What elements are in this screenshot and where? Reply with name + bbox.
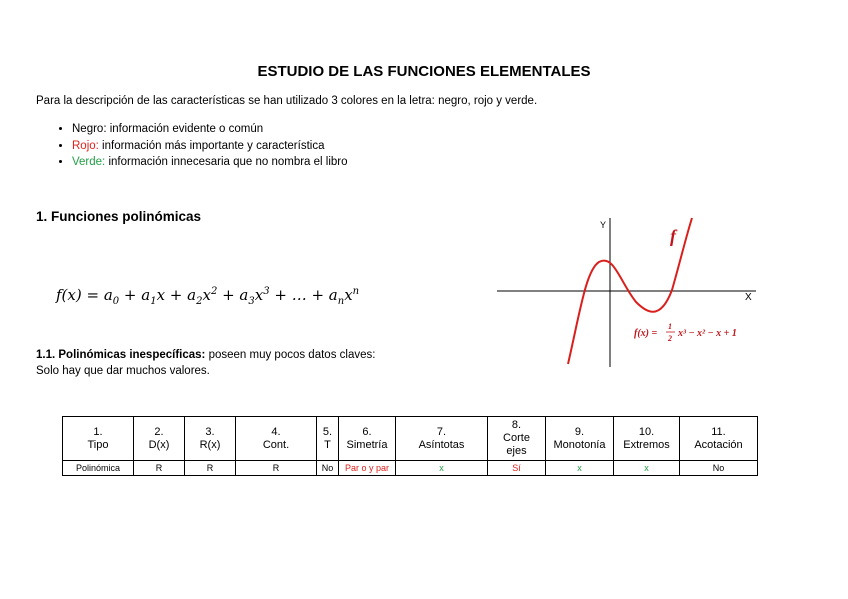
legend-item-green xyxy=(72,154,348,171)
function-equation xyxy=(634,322,737,343)
legend-key-red: Rojo: xyxy=(72,139,99,152)
polynomial-formula: $f(x) = a_0 + a_1x + a_2x^2 + a_3x^3$ + … + $a_nx^n$ xyxy=(56,286,360,307)
column-header-line: Extremos xyxy=(623,438,670,451)
subsection-heading: 1.1. Polinómicas inespecíficas: xyxy=(36,349,206,361)
table-cell: R xyxy=(236,461,317,476)
column-header xyxy=(317,417,339,461)
subsection-text xyxy=(36,347,375,379)
column-header-line: Tipo xyxy=(87,438,109,451)
subsection-text-2: Solo hay que dar muchos valores. xyxy=(36,365,210,377)
equation-fraction-num: 1 xyxy=(668,322,672,331)
cubic-function-graph xyxy=(494,212,764,372)
column-header-line: Corte xyxy=(503,432,530,444)
legend-item-red xyxy=(72,138,348,155)
table-cell: Polinómica xyxy=(63,461,134,476)
column-header-line: 9. xyxy=(574,425,585,438)
table-cell: R xyxy=(185,461,236,476)
equation-rest: x³ − x² − x + 1 xyxy=(678,328,737,339)
properties-table xyxy=(62,416,758,476)
table-cell: Par o y par xyxy=(339,461,396,476)
legend-text-red: información más importante y característica xyxy=(98,139,325,152)
intro-text: Para la descripción de las características se han utilizado 3 colores en la letra: negro, rojo y verde. xyxy=(36,95,538,107)
equation-fraction-den: 2 xyxy=(668,334,672,343)
column-header xyxy=(236,417,317,461)
table-cell: x xyxy=(614,461,680,476)
column-header-line: Monotonía xyxy=(553,438,606,451)
column-header xyxy=(546,417,614,461)
table-row xyxy=(63,461,758,476)
table-cell: No xyxy=(680,461,758,476)
column-header xyxy=(63,417,134,461)
column-header-line: 2. xyxy=(154,425,164,438)
column-header-line: 3. xyxy=(205,425,215,438)
column-header xyxy=(680,417,758,461)
table-cell: x xyxy=(396,461,488,476)
legend-key-green: Verde: xyxy=(72,156,106,168)
legend-key-black: Negro: xyxy=(72,123,107,135)
column-header-line: R(x) xyxy=(199,438,221,451)
column-header-line: Acotación xyxy=(694,438,743,451)
table-cell: R xyxy=(134,461,185,476)
column-header xyxy=(185,417,236,461)
legend-item-black xyxy=(72,121,348,138)
column-header-line: 10. xyxy=(638,425,655,438)
column-header-line: 1. xyxy=(93,425,103,438)
column-header-line: Asíntotas xyxy=(418,438,465,451)
page-title: ESTUDIO DE LAS FUNCIONES ELEMENTALES xyxy=(257,63,591,80)
column-header-line: 8. xyxy=(511,419,522,431)
function-label: f xyxy=(670,226,676,246)
legend-text-green: información innecesaria que no nombra el libro xyxy=(105,156,348,168)
column-header-line: 11. xyxy=(711,425,726,438)
column-header-line: Cont. xyxy=(262,438,290,451)
column-header xyxy=(488,417,546,461)
table-cell: Sí xyxy=(488,461,546,476)
table-cell: No xyxy=(317,461,339,476)
column-header-line: 4. xyxy=(271,425,281,438)
column-header-line: T xyxy=(324,438,331,451)
table-header-row xyxy=(63,417,758,461)
subsection-text-1: poseen muy pocos datos claves: xyxy=(205,349,376,361)
column-header xyxy=(396,417,488,461)
column-header xyxy=(339,417,396,461)
column-header-line: 7. xyxy=(436,425,447,438)
equation-prefix: f(x) = xyxy=(634,328,658,339)
column-header-line: 5. xyxy=(322,425,333,438)
column-header xyxy=(614,417,680,461)
column-header-line: D(x) xyxy=(148,438,170,451)
table-cell: x xyxy=(546,461,614,476)
color-legend xyxy=(36,121,348,171)
x-axis-label: X xyxy=(745,292,752,303)
column-header-line: ejes xyxy=(506,445,527,457)
legend-text-black: información evidente o común xyxy=(106,123,264,135)
column-header-line: Simetría xyxy=(346,438,388,451)
column-header-line: 6. xyxy=(362,425,372,438)
column-header xyxy=(134,417,185,461)
y-axis-label: Y xyxy=(600,220,607,230)
section-heading: 1. Funciones polinómicas xyxy=(36,209,202,224)
